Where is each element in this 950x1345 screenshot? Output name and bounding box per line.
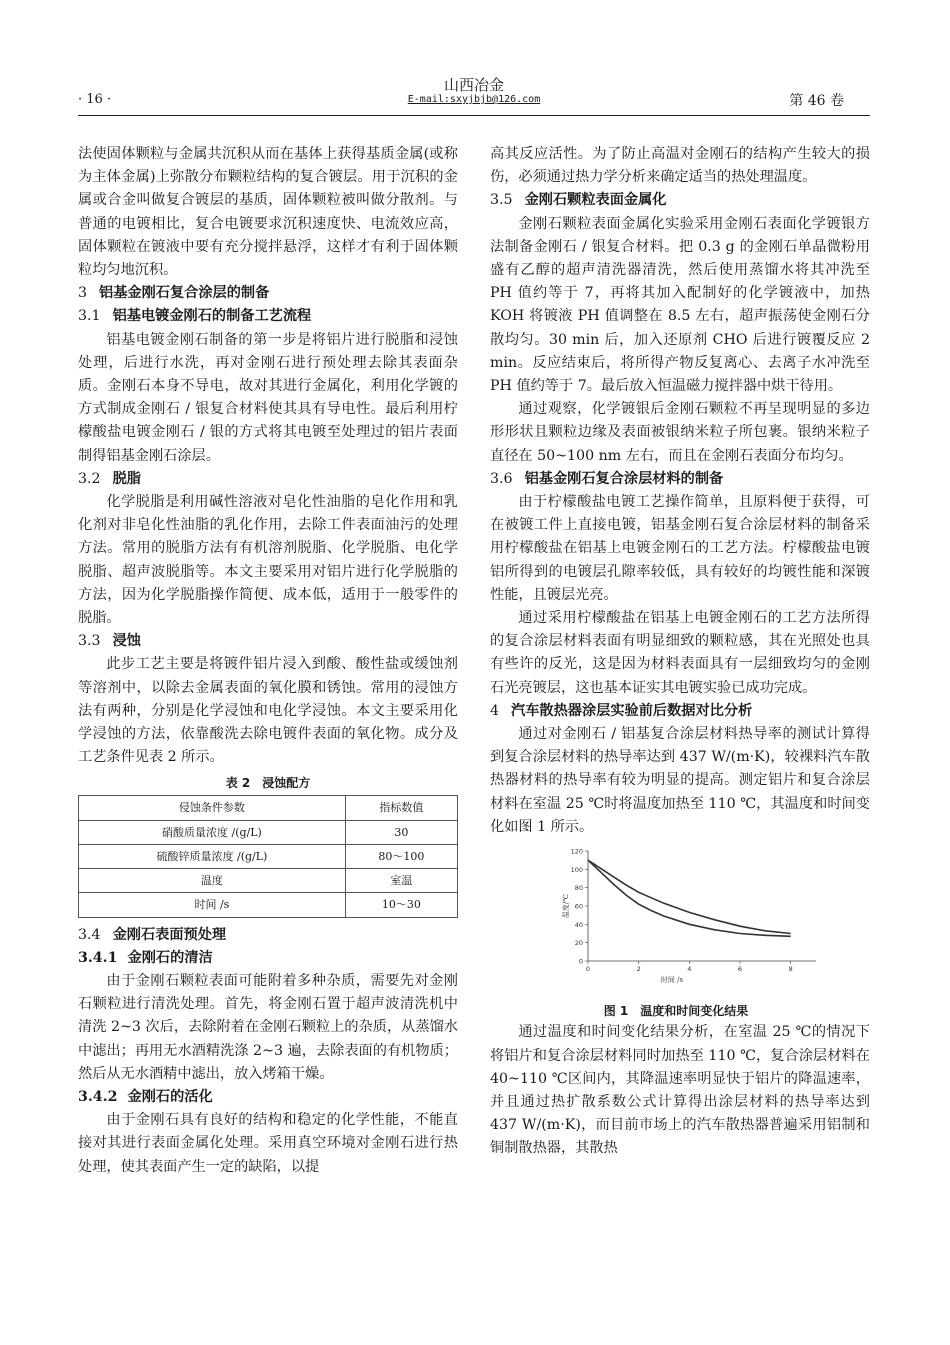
figure-1 [526, 843, 826, 1021]
paragraph: 通过温度和时间变化结果分析，在室温 25 ℃的情况下将铝片和复合涂层材料同时加热至 110 ℃，复合涂层材料在 40~110 ℃区间内，其降温速率明显快于铝片的降温速率，并且通过热扩散系数公式计算得出涂层材料的热导率达到 437 W/(m·K)，而目前市场上的汽车散热器普遍采用铝制和铜制散热器，其散热 [490, 1024, 870, 1157]
paragraph: 通过采用柠檬酸盐在铝基上电镀金刚石的工艺方法所得的复合涂层材料表面有明显细致的颗粒感，其在光照处也具有些许的反光，这是因为材料表面具有一层细致均匀的金刚石光亮镀层，这也基本证实其电镀实验已成功完成。 [490, 610, 870, 696]
y-tick-label: 80 [574, 884, 583, 893]
page-header [78, 72, 870, 114]
y-tick-label: 120 [570, 847, 583, 856]
x-tick-label: 2 [636, 965, 641, 974]
right-column [490, 143, 870, 1161]
section-heading-3-3: 3.3 浸蚀 [78, 633, 141, 650]
table-caption: 表 2 浸蚀配方 [225, 776, 311, 791]
table-cell: 80～100 [345, 844, 457, 868]
paragraph: 通过观察，化学镀银后金刚石颗粒不再呈现明显的多边形形状且颗粒边缘及表面被银纳米粒子所包裹。银纳米粒子直径在 50~100 nm 左右，而且在金刚石表面分布均匀。 [490, 401, 870, 464]
paragraph: 由于柠檬酸盐电镀工艺操作简单，且原料便于获得，可在被镀工件上直接电镀，铝基金刚石复合涂层材料的制备采用柠檬酸盐在铝基上电镀金刚石的工艺方法。柠檬酸盐电镀铝所得到的电镀层孔隙率较低，具有较好的均镀性能和深镀性能，且镀层光亮。 [490, 494, 870, 603]
table-cell: 30 [345, 820, 457, 844]
volume-label: 第 46 卷 [789, 93, 844, 109]
paragraph: 铝基电镀金刚石制备的第一步是将铝片进行脱脂和浸蚀处理，后进行水洗，再对金刚石进行预处理去除其表面杂质。金刚石本身不导电，故对其进行金属化，利用化学镀的方式制成金刚石 / 银复合材料使其具有导电性。最后利用柠檬酸盐电镀金刚石 / 银的方式将其电镀至处理过的铝片表面制得铝基金刚石涂层。 [78, 331, 458, 464]
x-tick-label: 8 [788, 965, 793, 974]
table-cell: 10～30 [345, 893, 457, 917]
paragraph: 通过对金刚石 / 铝基复合涂层材料热导率的测试计算得到复合涂层材料的热导率达到 437 W/(m·K)，较裸料汽车散热器材料的热导率有较为明显的提高。测定铝片和复合涂层材料在室温 25 ℃时将温度加热至 110 ℃，其温度和时间变化如图 1 所示。 [490, 726, 870, 835]
table-header-row [79, 796, 458, 820]
section-heading-3-4: 3.4 金刚石表面预处理 [78, 926, 227, 943]
y-tick-label: 60 [574, 902, 583, 911]
series-line-1 [588, 860, 791, 936]
table-row [79, 893, 458, 917]
table-cell: 硝酸质量浓度 /(g/L) [79, 820, 346, 844]
paragraph: 金刚石颗粒表面金属化实验采用金刚石表面化学镀银方法制备金刚石 / 银复合材料。把 0.3 g 的金刚石单晶微粉用盛有乙醇的超声清洗器清洗，然后使用蒸馏水将其冲洗至 PH 值约等于 7，再将其加入配制好的化学镀液中，加热 KOH 将镀液 PH 值调整在 8.5 左右，超声振荡使金刚石分散均匀。30 min 后，加入还原剂 CHO 后进行镀覆反应 2 min。反应结束后，将所得产物反复离心、去离子水冲洗至 PH 值约等于 7。最后放入恒温磁力搅拌器中烘干待用。 [490, 215, 870, 395]
table-row [79, 844, 458, 868]
header-rule [78, 115, 870, 116]
paragraph: 此步工艺主要是将镀件铝片浸入到酸、酸性盐或缓蚀剂等溶剂中，以除去金属表面的氧化膜和锈蚀。常用的浸蚀方法有两种，分别是化学浸蚀和电化学浸蚀。本文主要采用化学浸蚀的方法，依靠酸洗去除电镀件表面的氧化物。成分及工艺条件见表 2 所示。 [78, 656, 458, 766]
paragraph: 高其反应活性。为了防止高温对金刚石的结构产生较大的损伤，必须通过热力学分析来确定适当的热处理温度。 [490, 146, 870, 186]
table-row [79, 869, 458, 893]
section-heading-3-4-1: 3.4.1 金刚石的清洁 [78, 949, 213, 966]
y-tick-label: 100 [570, 865, 583, 874]
figure-caption: 图 1 温度和时间变化结果 [603, 1004, 749, 1019]
paragraph: 法使固体颗粒与金属共沉积从而在基体上获得基质金属(或称为主体金属)上弥散分布颗粒结构的复合镀层。用于沉积的金属或合金叫做复合镀层的基质，固体颗粒被叫做分散剂。与普通的电镀相比，复合电镀要求沉积速度快、电流效应高，固体颗粒在镀液中要有充分搅拌悬浮，这样才有利于固体颗粒均匀地沉积。 [78, 146, 458, 279]
section-heading-3: 3 铝基金刚石复合涂层的制备 [78, 285, 270, 302]
table-header-cell: 侵蚀条件参数 [79, 796, 346, 820]
left-column [78, 143, 458, 1179]
y-axis-label: 温度/℃ [562, 893, 570, 919]
section-heading-3-6: 3.6 铝基金刚石复合涂层材料的制备 [490, 470, 724, 487]
paragraph: 由于金刚石具有良好的结构和稳定的化学性能，不能直接对其进行表面金属化处理。采用真空环境对金刚石进行热处理，使其表面产生一定的缺陷，以提 [78, 1112, 458, 1175]
section-heading-4: 4 汽车散热器涂层实验前后数据对比分析 [490, 702, 753, 719]
page-number: · 16 · [78, 92, 112, 107]
section-heading-3-1: 3.1 铝基电镀金刚石的制备工艺流程 [78, 308, 312, 325]
table-header-cell: 指标数值 [345, 796, 457, 820]
etching-table [78, 795, 458, 917]
table-cell: 温度 [79, 869, 346, 893]
y-tick-label: 0 [578, 957, 583, 966]
table-cell: 时间 /s [79, 893, 346, 917]
section-heading-3-4-2: 3.4.2 金刚石的活化 [78, 1088, 213, 1105]
temperature-time-chart [526, 843, 826, 993]
y-tick-label: 20 [574, 939, 583, 948]
table-cell: 室温 [345, 869, 457, 893]
y-tick-label: 40 [574, 920, 583, 929]
paragraph: 化学脱脂是利用碱性溶液对皂化性油脂的皂化作用和乳化剂对非皂化性油脂的乳化作用，去除工件表面油污的处理方法。常用的脱脂方法有有机溶剂脱脂、化学脱脂、电化学脱脂、超声波脱脂等。本文主要采用对铝片进行化学脱脂的方法，因为化学脱脂操作简便、成本低，适用于一般零件的脱脂。 [78, 494, 458, 627]
series-line-0 [588, 860, 791, 933]
x-axis-label: 时间 /s [660, 976, 684, 985]
journal-email[interactable]: E-mail:sxyjbjb@126.com [407, 94, 541, 105]
table-row [79, 820, 458, 844]
x-tick-label: 4 [687, 965, 692, 974]
x-tick-label: 6 [737, 965, 743, 974]
x-tick-label: 0 [585, 965, 591, 974]
section-heading-3-5: 3.5 金刚石颗粒表面金属化 [490, 192, 667, 209]
journal-title: 山西冶金 [443, 76, 504, 94]
table-cell: 硫酸锌质量浓度 /(g/L) [79, 844, 346, 868]
section-heading-3-2: 3.2 脱脂 [78, 470, 141, 487]
paragraph: 由于金刚石颗粒表面可能附着多种杂质，需要先对金刚石颗粒进行清洗处理。首先，将金刚石置于超声波清洗机中清洗 2~3 次后，去除附着在金刚石颗粒上的杂质，从蒸馏水中滤出；再用无水酒精洗涤 2~3 遍，去除表面的有机物质；然后从无水酒精中滤出，放入烤箱干燥。 [78, 972, 458, 1082]
